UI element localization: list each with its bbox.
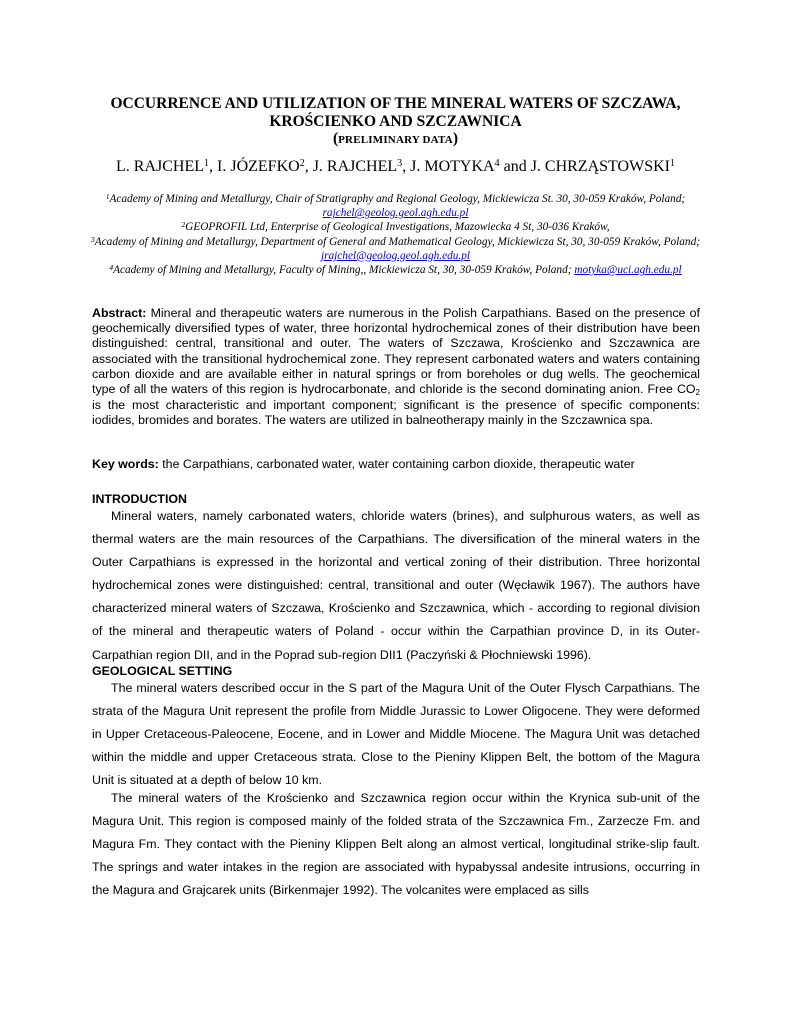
affiliation-3 [60,235,731,263]
keywords-label: Key words: [92,457,159,471]
section-heading-introduction: INTRODUCTION [92,492,187,506]
author-affiliation-mark: 3 [397,158,403,169]
author [531,158,675,175]
introduction-paragraph: Mineral waters, namely carbonated waters, chloride waters (brines), and sulphurous waters, as well as thermal waters are the main resources of the Carpathians. The diversification of the mineral waters in the Outer Carpathians is expressed in the horizontal and vertical zoning of their distribution. Three horizontal hydrochemical zones were distinguished: central, transitional and outer (Węcławik 1967). The authors have characterized mineral waters of Szczawa, Krościenko and Szczawnica, which - according to regional division of the mineral and therapeutic waters of Poland - occur within the Carpathian province D, in its Outer-Carpathian region DII, and in the Poprad sub-region DII1 (Paczyński & Płochniewski 1996). [92,509,700,662]
author [217,158,313,175]
title-line-2: KROŚCIENKO AND SZCZAWNICA [269,113,522,130]
abstract-text-cont: is the most characteristic and important component; significant is the presence of specific components: iodides, bromides and borates. The waters are utilized in balneotherapy mainly in the Szczawnica spa. [92,398,700,428]
author-affiliation-mark: 1 [204,158,210,169]
affiliation-text: Academy of Mining and Metallurgy, Department of General and Mathematical Geology, Mickiewicza St, 30, 30-059 Kraków, Poland; [94,235,700,248]
author-affiliation-mark: 4 [494,158,500,169]
affiliations [60,192,731,277]
author [313,158,410,175]
geological-paragraph-1: The mineral waters described occur in the S part of the Magura Unit of the Outer Flysch Carpathians. The strata of the Magura Unit represent the profile from Middle Jurassic to Lower Oligocene. They were deformed in Upper Cretaceous-Paleocene, Eocene, and in Lower and Middle Miocene. The Magura Unit was detached within the middle and upper Cretaceous strata. Close to the Pieniny Klippen Belt, the bottom of the Magura Unit is situated at a depth of below 10 km. [92,681,700,788]
author-name: J. RAJCHEL [312,158,398,175]
affiliation-text: GEOPROFIL Ltd, Enterprise of Geological Investigations, Mazowiecka 4 St, 30-036 Kraków, [185,221,610,234]
affiliation-1 [60,192,731,220]
email-link[interactable]: jrajchel@geolog.geol.agh.edu.pl [320,249,471,262]
abstract-subscript: 2 [695,388,700,398]
author-separator: , [304,158,313,175]
affiliation-text: Academy of Mining and Metallurgy, Chair of Stratigraphy and Regional Geology, Mickiewicza St. 30, 30-059 Kraków, Poland; [109,193,686,205]
author [116,158,217,175]
author-list [60,157,731,177]
title-line-1: OCCURRENCE AND UTILIZATION OF THE MINERAL WATERS OF SZCZAWA, [110,95,681,112]
keywords-text: the Carpathians, carbonated water, water containing carbon dioxide, therapeutic water [158,457,635,471]
author-separator: , [402,158,411,175]
keywords [92,457,712,472]
affiliation-text: Academy of Mining and Metallurgy, Faculty of Mining,, Mickiewicza St, 30, 30-059 Kraków, Poland; [113,264,572,277]
author-name: L. RAJCHEL [116,158,205,175]
email-link[interactable]: rajchel@geolog.geol.agh.edu.pl [322,207,469,220]
author-separator: and [499,158,531,175]
title-paren-close: ) [452,130,459,147]
abstract-text: Mineral and therapeutic waters are numerous in the Polish Carpathians. Based on the presence of geochemically diversified types of water, three horizontal hydrochemical zones of their distribution have been distinguished: central, transitional and outer. The waters of Szczawa, Krościenko and Szczawnica are associated with the transitional hydrochemical zone. They represent carbonated waters and waters containing carbon dioxide and are available either in natural springs or from boreholes or dug wells. The geochemical type of all the waters of this region is hydrocarbonate, and chloride is the second dominating anion. Free CO [92,306,700,397]
affiliation-4 [60,263,731,277]
affiliation-number: 4 [109,263,114,273]
author [410,158,531,175]
author-affiliation-mark: 2 [299,158,305,169]
section-heading-geological-setting: GEOLOGICAL SETTING [92,664,233,678]
abstract [92,306,700,429]
author-name: J. CHRZĄSTOWSKI [530,158,670,175]
affiliation-number: 1 [105,192,110,201]
affiliation-number: 3 [91,234,95,244]
affiliation-number: 2 [181,220,186,230]
author-separator: , [209,158,218,175]
abstract-label: Abstract: [92,306,147,320]
title-paren-open: ( [332,130,339,147]
author-name: I. JÓZEFKO [217,158,300,175]
title-line-3 [80,129,711,150]
affiliation-2 [60,220,731,234]
email-link[interactable]: motyka@uci.agh.edu.pl [574,264,682,277]
geological-paragraph-2: The mineral waters of the Krościenko and Szczawnica region occur within the Krynica sub-unit of the Magura Unit. This region is composed mainly of the folded strata of the Szczawnica Fm., Zarzecze Fm. and Magura Fm. They contact with the Pieniny Klippen Belt along an almost vertical, longitudinal strike-slip fault. The springs and water intakes in the region are associated with hypabyssal andesite intrusions, occurring in the Magura and Grajcarek units (Birkenmajer 1992). The volcanites were emplaced as sills [92,791,700,898]
author-affiliation-mark: 1 [669,158,675,169]
author-name: J. MOTYKA [410,158,495,175]
title-subtitle: PRELIMINARY DATA [338,134,453,146]
